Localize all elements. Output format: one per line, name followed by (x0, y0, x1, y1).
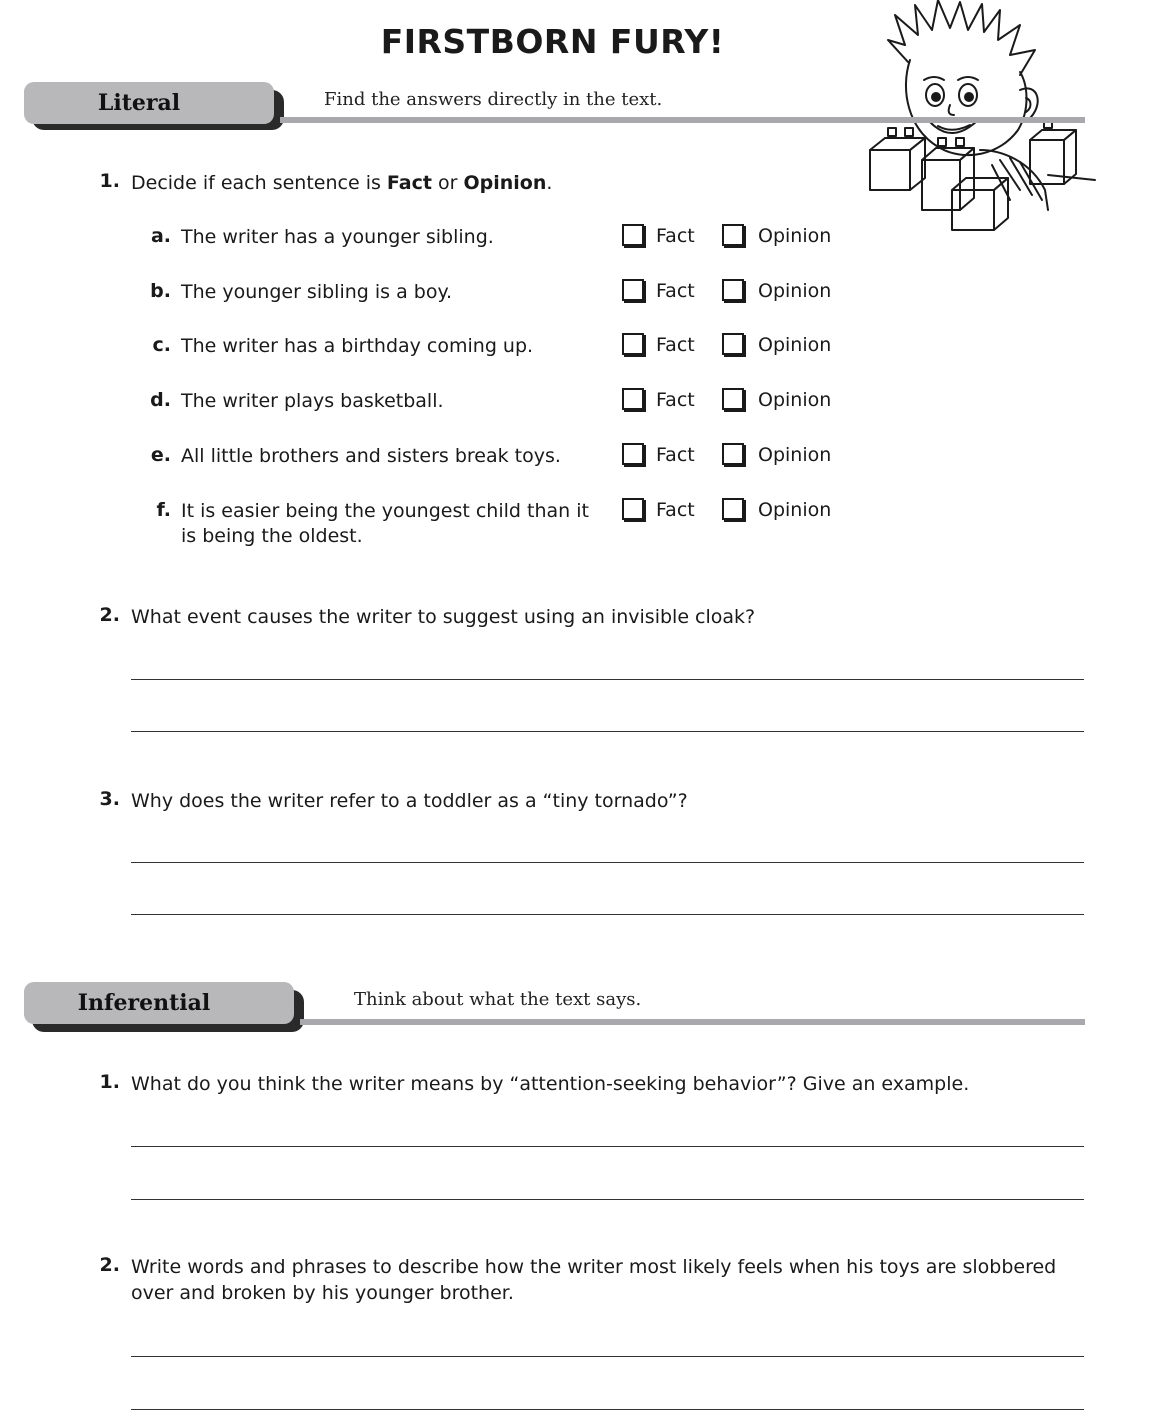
answer-line[interactable] (131, 1356, 1084, 1357)
item-text: The writer has a younger sibling. (181, 226, 494, 248)
opinion-label: Opinion (758, 334, 832, 356)
fact-label: Fact (656, 444, 695, 466)
literal-q1-number: 1. (99, 170, 120, 192)
fact-checkbox[interactable] (622, 443, 644, 465)
fact-label: Fact (656, 499, 695, 521)
fact-label: Fact (656, 225, 695, 247)
answer-line[interactable] (131, 914, 1084, 915)
literal-tab (24, 82, 274, 124)
item-text: The writer plays basketball. (181, 390, 444, 412)
fact-checkbox[interactable] (622, 498, 644, 520)
inferential-q1-text: What do you think the writer means by “attention-seeking behavior”? Give an example. (131, 1073, 970, 1095)
item-letter: f. (156, 499, 171, 521)
opinion-checkbox[interactable] (722, 498, 744, 520)
fact-checkbox[interactable] (622, 279, 644, 301)
inferential-rule (300, 1019, 1085, 1025)
item-letter: a. (150, 225, 171, 247)
answer-line[interactable] (131, 731, 1084, 732)
literal-subtitle: Find the answers directly in the text. (324, 89, 663, 110)
answer-line[interactable] (131, 1146, 1084, 1147)
item-text: All little brothers and sisters break toys. (181, 445, 561, 467)
fact-label: Fact (656, 280, 695, 302)
fact-checkbox[interactable] (622, 224, 644, 246)
fact-checkbox[interactable] (622, 388, 644, 410)
opinion-label: Opinion (758, 389, 832, 411)
opinion-checkbox[interactable] (722, 388, 744, 410)
item-text: The younger sibling is a boy. (181, 281, 453, 303)
inferential-q2-number: 2. (99, 1254, 120, 1276)
opinion-label: Opinion (758, 444, 832, 466)
page-title: FIRSTBORN FURY! (380, 22, 725, 61)
opinion-label: Opinion (758, 280, 832, 302)
fact-checkbox[interactable] (622, 333, 644, 355)
literal-q1-text: Decide if each sentence is Fact or Opinion. (131, 172, 553, 194)
answer-line[interactable] (131, 679, 1084, 680)
inferential-q1-number: 1. (99, 1071, 120, 1093)
inferential-tab (24, 982, 294, 1024)
inferential-subtitle: Think about what the text says. (354, 989, 642, 1010)
item-letter: d. (150, 389, 171, 411)
literal-q2-text: What event causes the writer to suggest using an invisible cloak? (131, 606, 756, 628)
opinion-checkbox[interactable] (722, 443, 744, 465)
inferential-q2-text: Write words and phrases to describe how the writer most likely feels when his toys are slobbered over and broken by his younger brother. (131, 1256, 1057, 1304)
opinion-checkbox[interactable] (722, 333, 744, 355)
fact-label: Fact (656, 334, 695, 356)
literal-rule (280, 117, 1085, 123)
opinion-label: Opinion (758, 499, 832, 521)
opinion-label: Opinion (758, 225, 832, 247)
item-letter: b. (150, 280, 171, 302)
fact-label: Fact (656, 389, 695, 411)
literal-q3-number: 3. (99, 788, 120, 810)
item-letter: c. (152, 334, 171, 356)
answer-line[interactable] (131, 862, 1084, 863)
literal-tab-label: Literal (97, 90, 181, 116)
literal-q3-text: Why does the writer refer to a toddler as a “tiny tornado”? (131, 790, 688, 812)
literal-q2-number: 2. (99, 604, 120, 626)
inferential-tab-label: Inferential (77, 990, 211, 1016)
item-text: It is easier being the youngest child than it is being the oldest. (181, 500, 589, 547)
opinion-checkbox[interactable] (722, 279, 744, 301)
item-letter: e. (150, 444, 171, 466)
opinion-checkbox[interactable] (722, 224, 744, 246)
answer-line[interactable] (131, 1409, 1084, 1410)
item-text: The writer has a birthday coming up. (181, 335, 534, 357)
answer-line[interactable] (131, 1199, 1084, 1200)
